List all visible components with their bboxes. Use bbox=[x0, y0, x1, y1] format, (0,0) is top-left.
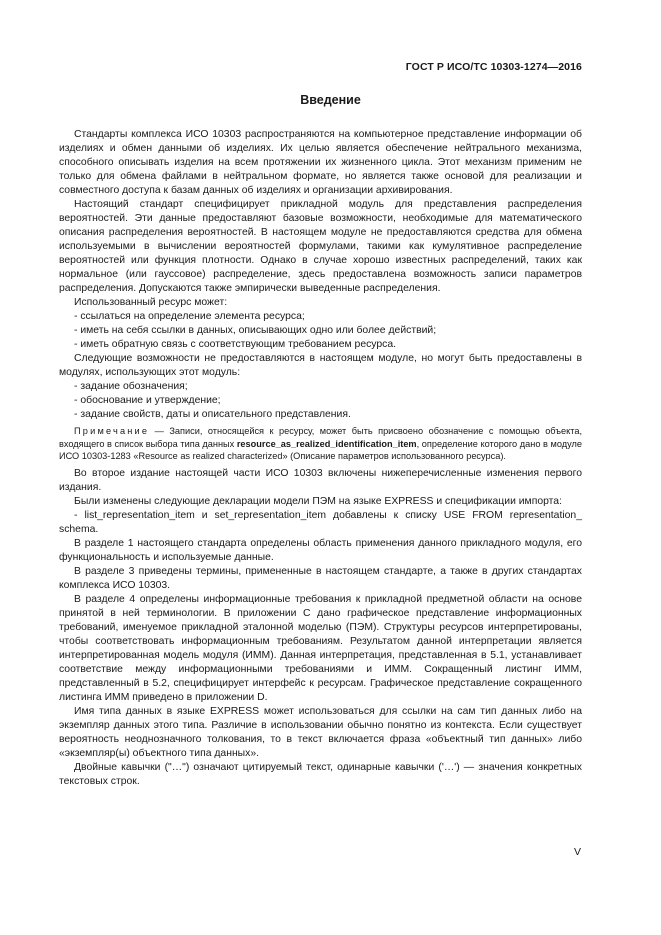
paragraph: Следующие возможности не предоставляются в настоящем модуле, но могут быть предоставлены в модулях, использующих этот модуль: bbox=[59, 353, 582, 378]
list-item: - ссылаться на определение элемента ресурса; bbox=[74, 311, 305, 322]
paragraph: В разделе 3 приведены термины, примененные в настоящем стандарте, а также в других стандартах комплекса ИСО 10303. bbox=[59, 565, 582, 591]
list-item: - задание обозначения; bbox=[74, 381, 188, 392]
paragraph: Во второе издание настоящей части ИСО 10303 включены нижеперечисленные изменения первого издания. bbox=[59, 467, 582, 493]
list-item: - иметь на себя ссылки в данных, описывающих одно или более действий; bbox=[74, 325, 437, 336]
list-item: - иметь обратную связь с соответствующим требованием ресурса. bbox=[74, 339, 397, 350]
paragraph: Имя типа данных в языке EXPRESS может использоваться для ссылки на сам тип данных либо на экземпляр данных этого типа. Различие в использовании обычно понятно из контекста. Если существует вероятность неоднозначного толкования, то в текст включается фраза «объектный тип данных» либо «экземпляр(ы) объектного типа данных». bbox=[59, 705, 582, 759]
paragraph: В разделе 1 настоящего стандарта определены область применения данного прикладного модуля, его функциональность и используемые данные. bbox=[59, 537, 582, 563]
paragraph: - list_representation_item и set_representation_item добавлены к списку USE FROM representation_ schema. bbox=[59, 509, 582, 535]
note-entity-name: resource_as_realized_identification_item bbox=[236, 438, 417, 449]
list-item: - задание свойств, даты и описательного представления. bbox=[74, 409, 351, 420]
paragraph: Стандарты комплекса ИСО 10303 распространяются на компьютерное представление информации об изделиях и обмен данными об изделиях. Их целью является обеспечение нейтрального механизма, способного описывать изделия на всем протяжении их жизненного цикла. Этот механизм применим не только для обмена файлами в нейтральном формате, но является также основой для реализации и совместного доступа к базам данных об изделиях и организации архивирования. bbox=[59, 129, 582, 196]
standard-header: ГОСТ Р ИСО/ТС 10303-1274—2016 bbox=[405, 61, 582, 73]
paragraph: Использованный ресурс может: bbox=[74, 297, 228, 308]
paragraph: В разделе 4 определены информационные требования к прикладной предметной области на основе принятой в ней терминологии. В приложении С дано графическое представление информационных требований, именуемое прикладной эталонной моделью (ПЭМ). Структуры ресурсов интерпретированы, чтобы соответствовать информационным требованиям. Результатом данной интерпретации является интерпретированная модель модуля (ИММ). Данная интерпретация, представленная в 5.1, устанавливает соответствие между информационными требованиями и ИММ. Сокращенный листинг ИММ, представленный в 5.2, специфицирует интерфейс к ресурсам. Графическое представление сокращенного листинга ИММ приведено в приложении D. bbox=[59, 593, 582, 703]
note bbox=[59, 425, 582, 463]
paragraph: Двойные кавычки ("…") означают цитируемый текст, одинарные кавычки ('…') — значения конкретных текстовых строк. bbox=[59, 761, 582, 787]
paragraph: Настоящий стандарт специфицирует прикладной модуль для представления распределения вероятностей. Эти данные предоставляют базовые возможности, необходимые для математического описания распределения вероятностей. В настоящем модуле не предоставляются средства для обмена используемыми в вычислении вероятностей формулами, такими как кумулятивное распределение вероятностей или функция плотности. Однако в случае хорошо известных распределений, таких как нормальное (или гауссовое) распределение, здесь предоставлена возможность записи параметров распределения. Допускаются также эмпирически выведенные распределения. bbox=[59, 199, 582, 294]
note-text: — Записи, относящейся к ресурсу, может быть присвоено обозначение с помощью объекта, входящего в список выбора типа данных bbox=[59, 426, 582, 449]
note-text-end: , определение которого дано в модуле ИСО 10303-1283 «Resource as realized characterized» (Описание параметров использованного ресурса). bbox=[59, 438, 582, 461]
document-body bbox=[59, 128, 582, 789]
list-item: - обоснование и утверждение; bbox=[74, 395, 221, 406]
page-number: V bbox=[573, 846, 581, 858]
paragraph: Были изменены следующие декларации модели ПЭМ на языке EXPRESS и спецификации импорта: bbox=[74, 495, 562, 507]
section-title: Введение bbox=[300, 93, 361, 107]
note-label: Примечание bbox=[74, 426, 150, 436]
